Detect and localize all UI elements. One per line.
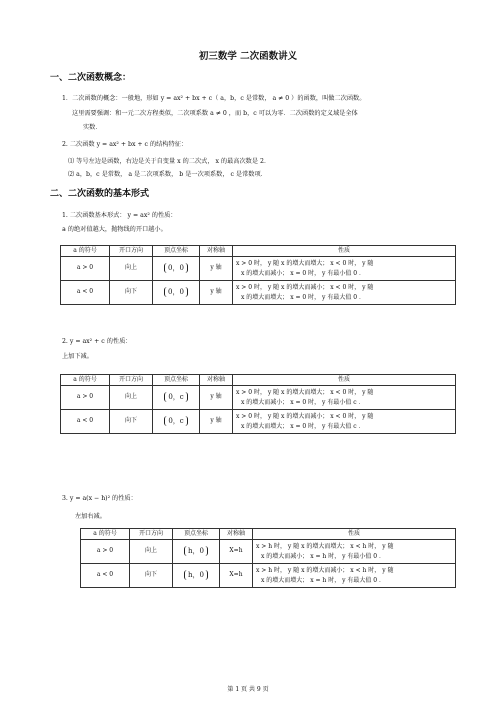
header-axis: 对称轴 bbox=[220, 529, 253, 540]
cell-direction: 向下 bbox=[130, 564, 173, 588]
cell-sign: a < 0 bbox=[61, 281, 110, 305]
page-footer: 第 1 页 共 9 页 bbox=[227, 686, 269, 693]
table-row bbox=[61, 257, 456, 281]
form1-note: a 的绝对值越大，抛物线的开口越小。 bbox=[62, 226, 167, 233]
header-sign: a 的符号 bbox=[61, 375, 110, 386]
header-sign: a 的符号 bbox=[61, 246, 110, 257]
properties-table-2 bbox=[60, 374, 456, 434]
cell-direction: 向上 bbox=[110, 386, 153, 410]
property-line-1: x > 0 时， y 随 x 的增大而减小； x < 0 时， y 随 bbox=[236, 284, 374, 292]
form1-title: 1. 二次函数基本形式： y = ax² 的性质： bbox=[62, 212, 177, 219]
concept-paragraph-2: 这里需要强调：和一元二次方程类似，二次项系数 a ≠ 0 ，而 b，c 可以为零．二次函数的定义域是全体 bbox=[72, 110, 358, 117]
property-line-2: x 的增大而增大； x = 0 时， y 有最大值 c ． bbox=[241, 422, 365, 430]
table-header-row bbox=[61, 246, 456, 257]
header-direction: 开口方向 bbox=[130, 529, 173, 540]
table-row bbox=[61, 281, 456, 305]
cell-property bbox=[253, 540, 456, 564]
form3-title: 3. y = a(x − h)² 的性质： bbox=[62, 495, 137, 502]
property-line-1: x > h 时， y 随 x 的增大而增大； x < h 时， y 随 bbox=[256, 543, 394, 551]
property-line-1: x > h 时， y 随 x 的增大而减小； x < h 时， y 随 bbox=[256, 567, 394, 575]
property-line-1: x > 0 时， y 随 x 的增大而增大； x < 0 时， y 随 bbox=[236, 260, 374, 268]
header-sign: a 的符号 bbox=[81, 529, 130, 540]
header-direction: 开口方向 bbox=[110, 375, 153, 386]
cell-property bbox=[233, 386, 456, 410]
concept-paragraph: 1．二次函数的概念：一般地，形如 y = ax² + bx + c（ a，b，c 是常数， a ≠ 0 ）的函数，叫做二次函数。 bbox=[62, 95, 366, 102]
vertex-value: 0，0 bbox=[164, 263, 188, 273]
cell-property bbox=[233, 281, 456, 305]
concept-paragraph-3: 实数． bbox=[83, 124, 102, 131]
vertex-value: h，0 bbox=[184, 570, 208, 580]
cell-vertex bbox=[153, 410, 200, 434]
property-line-2: x 的增大而增大； x = h 时， y 有最大值 0 ． bbox=[261, 576, 386, 584]
cell-axis: y 轴 bbox=[200, 257, 233, 281]
header-vertex: 顶点坐标 bbox=[173, 529, 220, 540]
vertex-value: 0，c bbox=[164, 416, 187, 426]
vertex-value: 0，c bbox=[164, 392, 187, 402]
table-row bbox=[61, 410, 456, 434]
page-title: 初三数学 二次函数讲义 bbox=[198, 51, 298, 62]
cell-sign: a > 0 bbox=[61, 386, 110, 410]
header-axis: 对称轴 bbox=[200, 375, 233, 386]
properties-table-3 bbox=[80, 528, 456, 588]
cell-direction: 向下 bbox=[110, 281, 153, 305]
cell-vertex bbox=[173, 540, 220, 564]
cell-property bbox=[253, 564, 456, 588]
cell-direction: 向上 bbox=[110, 257, 153, 281]
property-line-1: x > 0 时， y 随 x 的增大而减小； x < 0 时， y 随 bbox=[236, 413, 374, 421]
cell-axis: X=h bbox=[220, 540, 253, 564]
cell-vertex bbox=[173, 564, 220, 588]
structure-heading: 2. 二次函数 y = ax² + bx + c 的结构特征： bbox=[62, 141, 188, 148]
section2-heading: 二、二次函数的基本形式 bbox=[50, 189, 150, 199]
form2-note: 上加下减。 bbox=[62, 353, 93, 360]
property-line-2: x 的增大而减小； x = h 时， y 有最小值 0 ． bbox=[261, 552, 386, 560]
section1-heading: 一、二次函数概念： bbox=[50, 73, 132, 83]
property-line-2: x 的增大而减小； x = 0 时， y 有最小值 c ． bbox=[241, 398, 365, 406]
vertex-value: h，0 bbox=[184, 546, 208, 556]
structure-item-2: ⑵ a，b，c 是常数， a 是二次项系数， b 是一次项系数， c 是常数项． bbox=[68, 171, 267, 178]
table-row bbox=[61, 386, 456, 410]
property-line-2: x 的增大而增大； x = 0 时， y 有最大值 0 ． bbox=[241, 293, 365, 301]
cell-axis: y 轴 bbox=[200, 410, 233, 434]
structure-item-1: ⑴ 等号左边是函数，右边是关于自变量 x 的二次式， x 的最高次数是 2． bbox=[68, 158, 271, 165]
cell-sign: a < 0 bbox=[81, 564, 130, 588]
cell-axis: y 轴 bbox=[200, 281, 233, 305]
cell-sign: a < 0 bbox=[61, 410, 110, 434]
header-direction: 开口方向 bbox=[110, 246, 153, 257]
cell-axis: y 轴 bbox=[200, 386, 233, 410]
cell-property bbox=[233, 410, 456, 434]
table-header-row bbox=[81, 529, 456, 540]
cell-vertex bbox=[153, 257, 200, 281]
property-line-1: x > 0 时， y 随 x 的增大而增大； x < 0 时， y 随 bbox=[236, 389, 374, 397]
header-vertex: 顶点坐标 bbox=[153, 375, 200, 386]
header-vertex: 顶点坐标 bbox=[153, 246, 200, 257]
cell-direction: 向上 bbox=[130, 540, 173, 564]
form2-title: 2. y = ax² + c 的性质： bbox=[62, 338, 132, 345]
property-line-2: x 的增大而减小； x = 0 时， y 有最小值 0 ． bbox=[241, 269, 365, 277]
cell-vertex bbox=[153, 386, 200, 410]
cell-sign: a > 0 bbox=[81, 540, 130, 564]
vertex-value: 0，0 bbox=[164, 287, 188, 297]
cell-direction: 向下 bbox=[110, 410, 153, 434]
properties-table-1 bbox=[60, 245, 456, 305]
cell-sign: a > 0 bbox=[61, 257, 110, 281]
table-row bbox=[81, 564, 456, 588]
cell-vertex bbox=[153, 281, 200, 305]
cell-axis: X=h bbox=[220, 564, 253, 588]
form3-note: 左加右减。 bbox=[75, 513, 106, 520]
header-property: 性质 bbox=[253, 529, 456, 540]
table-row bbox=[81, 540, 456, 564]
cell-property bbox=[233, 257, 456, 281]
table-header-row bbox=[61, 375, 456, 386]
header-property: 性质 bbox=[233, 246, 456, 257]
header-axis: 对称轴 bbox=[200, 246, 233, 257]
header-property: 性质 bbox=[233, 375, 456, 386]
